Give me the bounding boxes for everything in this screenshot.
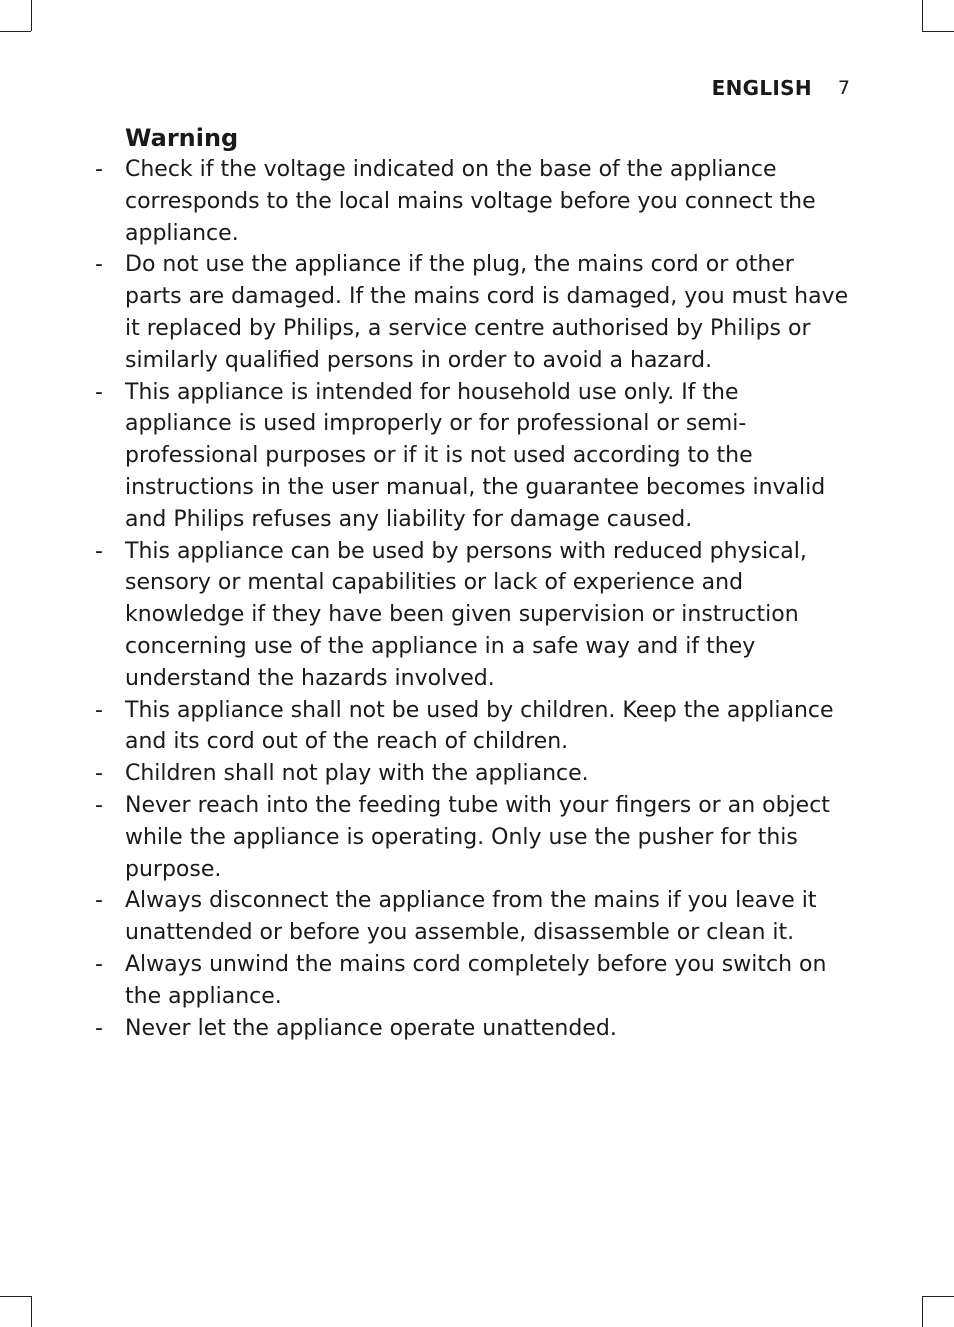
- bullet-dash: -: [95, 252, 103, 278]
- bullet-dash: -: [95, 951, 103, 977]
- list-item: [90, 1013, 850, 1045]
- list-item: [90, 758, 850, 790]
- list-item: [90, 790, 850, 885]
- list-item: [90, 154, 850, 249]
- crop-mark-top-right-vertical: [922, 0, 923, 31]
- list-item: [90, 377, 850, 536]
- list-item: [90, 249, 850, 376]
- bullet-dash: -: [95, 538, 103, 564]
- bullet-dash: -: [95, 1015, 103, 1041]
- crop-mark-bottom-left-horizontal: [0, 1296, 31, 1297]
- bullet-dash: -: [95, 379, 103, 405]
- list-item: [90, 885, 850, 949]
- bullet-dash: -: [95, 888, 103, 914]
- list-item-text: Never reach into the feeding tube with your fingers or an object while the appliance is operating. Only use the pusher for this purpose.: [125, 792, 830, 882]
- crop-mark-bottom-right-horizontal: [922, 1296, 954, 1297]
- list-item-text: This appliance is intended for household use only. If the appliance is used improperly or for professional or semi-professional purposes or if it is not used according to the instructions in the user manual, the guarantee becomes invalid and Philips refuses any liability for damage caused.: [125, 379, 826, 532]
- bullet-dash: -: [95, 792, 103, 818]
- list-item-text: Do not use the appliance if the plug, the mains cord or other parts are damaged. If the mains cord is damaged, you must have it replaced by Philips, a service centre authorised by Philips or similarly qualified persons in order to avoid a hazard.: [125, 252, 849, 373]
- list-item: [90, 536, 850, 695]
- crop-mark-top-left-horizontal: [0, 31, 31, 32]
- warning-section: [90, 122, 850, 1044]
- page-number: 7: [837, 77, 850, 99]
- list-item-text: Always disconnect the appliance from the mains if you leave it unattended or before you assemble, disassemble or clean it.: [125, 888, 817, 946]
- list-item-text: Children shall not play with the appliance.: [125, 761, 589, 787]
- list-item-text: Always unwind the mains cord completely before you switch on the appliance.: [125, 951, 827, 1009]
- crop-mark-top-right-horizontal: [922, 31, 954, 32]
- bullet-dash: -: [95, 157, 103, 182]
- list-item-text: This appliance shall not be used by children. Keep the appliance and its cord out of the reach of children.: [125, 697, 834, 755]
- list-item-text: This appliance can be used by persons with reduced physical, sensory or mental capabilities or lack of experience and knowledge if they have been given supervision or instruction concerning use of the appliance in a safe way and if they understand the hazards involved.: [125, 538, 807, 691]
- bullet-dash: -: [95, 697, 103, 723]
- language-label: ENGLISH: [711, 76, 812, 100]
- crop-mark-bottom-right-vertical: [922, 1296, 923, 1327]
- crop-mark-top-left-vertical: [31, 0, 32, 31]
- warning-list: [90, 154, 850, 1044]
- page-header: [600, 74, 850, 102]
- bullet-dash: -: [95, 761, 103, 787]
- crop-mark-bottom-left-vertical: [31, 1296, 32, 1327]
- list-item: [90, 949, 850, 1013]
- section-title: Warning: [125, 124, 239, 152]
- list-item: [90, 695, 850, 759]
- list-item-text: Check if the voltage indicated on the base of the appliance corresponds to the local mains voltage before you connect the appliance.: [125, 157, 816, 246]
- list-item-text: Never let the appliance operate unattended.: [125, 1015, 617, 1041]
